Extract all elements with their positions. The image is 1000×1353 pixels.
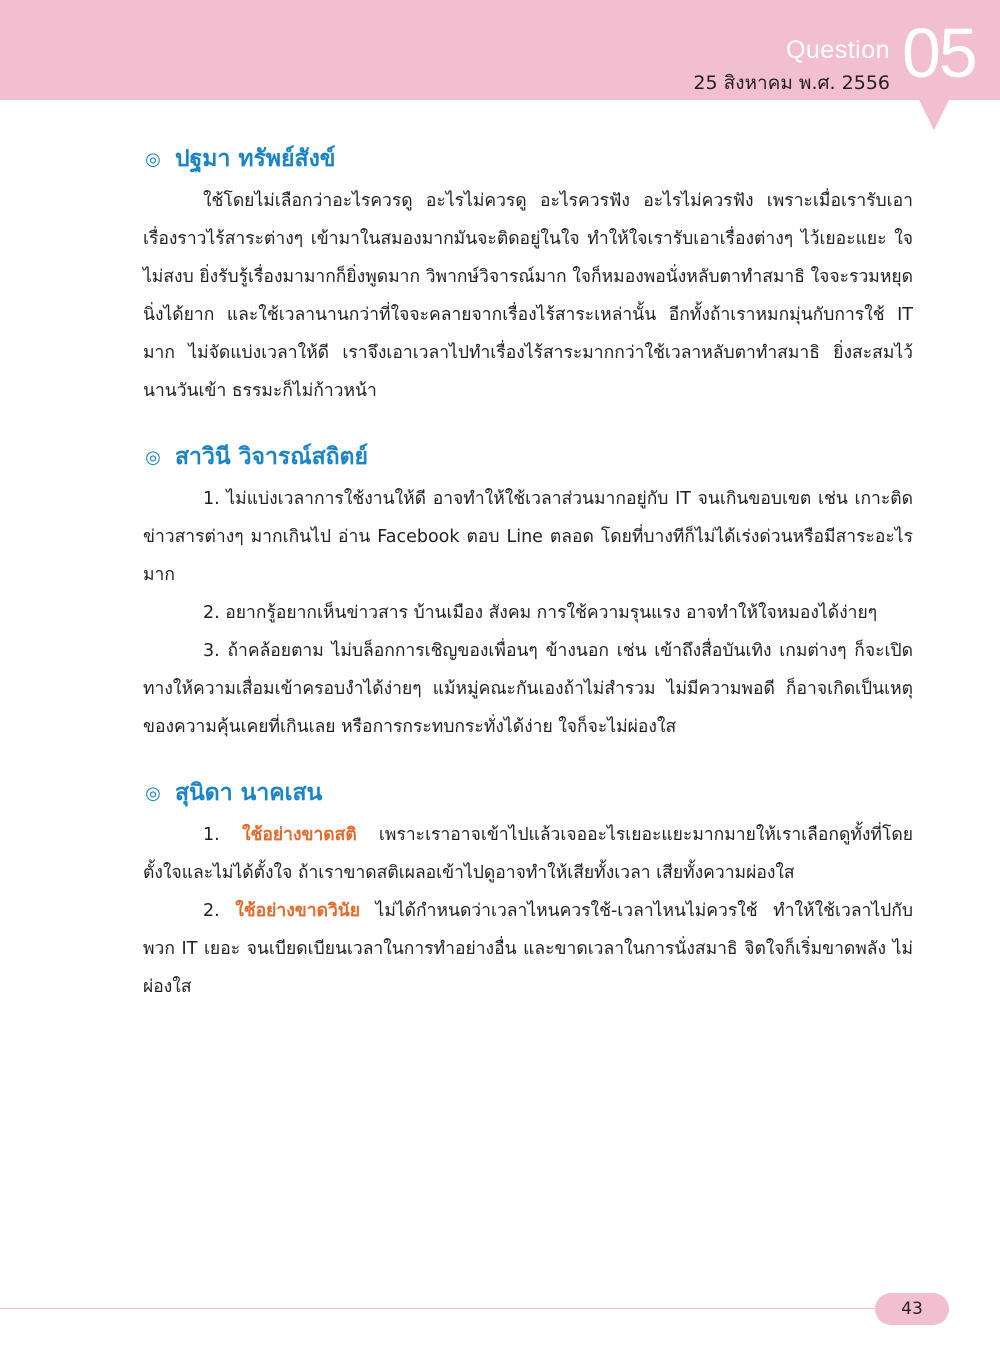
highlight-phrase: ใช้อย่างขาดวินัย bbox=[235, 901, 360, 921]
item-number: 2. bbox=[203, 901, 220, 921]
section-3 bbox=[143, 772, 913, 1006]
paragraph: 1. ไม่แบ่งเวลาการใช้งานให้ดี อาจทำให้ใช้เวลาส่วนมากอยู่กับ IT จนเกินขอบเขต เช่น เกาะติดข่าวสารต่างๆ มากเกินไป อ่าน Facebook ตอบ Line ตลอด โดยที่บางทีก็ไม่ได้เร่งด่วนหรือมีสาระอะไรมาก bbox=[143, 489, 913, 585]
footer-line bbox=[0, 1308, 880, 1309]
numbered-paragraph bbox=[143, 816, 913, 892]
item-number: 1. bbox=[203, 825, 220, 845]
question-label: Question bbox=[785, 36, 890, 64]
header-pointer bbox=[918, 98, 950, 130]
paragraph: 2. อยากรู้อยากเห็นข่าวสาร บ้านเมือง สังคม การใช้ความรุนแรง อาจทำให้ใจหมองได้ง่ายๆ bbox=[203, 603, 878, 623]
section-1 bbox=[143, 138, 913, 410]
main-content bbox=[143, 138, 913, 1032]
paragraph: ใช้โดยไม่เลือกว่าอะไรควรดู อะไรไม่ควรดู อะไรควรฟัง อะไรไม่ควรฟัง เพราะเมื่อเรารับเอาเรื่องราวไร้สาระต่างๆ เข้ามาในสมองมากมันจะติดอยู่ในใจ ทำให้ใจเรารับเอาเรื่องต่างๆ ไว้เยอะแยะ ใจไม่สงบ ยิ่งรับรู้เรื่องมามากก็ยิ่งพูดมาก วิพากษ์วิจารณ์มาก ใจก็หมองพอนั่งหลับตาทำสมาธิ ใจจะรวมหยุดนิ่งได้ยาก และใช้เวลานานกว่าที่ใจจะคลายจากเรื่องไร้สาระเหล่านั้น อีกทั้งถ้าเราหมกมุ่นกับการใช้ IT มาก ไม่จัดแบ่งเวลาให้ดี เราจึงเอาเวลาไปทำเรื่องไร้สาระมากกว่าใช้เวลาหลับตาทำสมาธิ ยิ่งสะสมไว้นานวันเข้า ธรรมะก็ไม่ก้าวหน้า bbox=[143, 191, 913, 401]
item-text: ไม่ได้กำหนดว่าเวลาไหนควรใช้-เวลาไหนไม่ควรใช้ ทำให้ใช้เวลาไปกับพวก IT เยอะ จนเบียดเบียนเวลาในการทำอย่างอื่น และขาดเวลาในการนั่งสมาธิ จิตใจก็เริ่มขาดพลัง ไม่ผ่องใส bbox=[143, 901, 913, 997]
question-number: 05 bbox=[902, 14, 976, 92]
bullet-icon: ◎ bbox=[145, 446, 161, 468]
author-name: สุนิดา นาคเสน bbox=[175, 780, 323, 806]
section-heading bbox=[143, 436, 913, 478]
question-date: 25 สิงหาคม พ.ศ. 2556 bbox=[693, 72, 890, 94]
author-name: สาวินี วิจารณ์สถิตย์ bbox=[175, 444, 368, 470]
author-name: ปฐมา ทรัพย์สังข์ bbox=[175, 146, 336, 172]
section-heading bbox=[143, 772, 913, 814]
bullet-icon: ◎ bbox=[145, 148, 161, 170]
paragraph: 3. ถ้าคล้อยตาม ไม่บล็อกการเชิญของเพื่อนๆ ข้างนอก เช่น เข้าถึงสื่อบันเทิง เกมต่างๆ ก็จะเปิดทางให้ความเสื่อมเข้าครอบงำได้ง่ายๆ แม้หมู่คณะกันเองถ้าไม่สำรวม ไม่มีความพอดี ก็อาจเกิดเป็นเหตุของความคุ้นเคยที่เกินเลย หรือการกระทบกระทั่งได้ง่าย ใจก็จะไม่ผ่องใส bbox=[143, 641, 913, 737]
item-text: เพราะเราอาจเข้าไปแล้วเจออะไรเยอะแยะมากมายให้เราเลือกดูทั้งที่โดยตั้งใจและไม่ได้ตั้งใจ ถ้าเราขาดสติเผลอเข้าไปดูอาจทำให้เสียทั้งเวลา เสียทั้งความผ่องใส bbox=[143, 825, 913, 883]
bullet-icon: ◎ bbox=[145, 782, 161, 804]
highlight-phrase: ใช้อย่างขาดสติ bbox=[241, 825, 357, 845]
section-2 bbox=[143, 436, 913, 746]
page-number: 43 bbox=[875, 1293, 949, 1325]
numbered-paragraph bbox=[143, 892, 913, 1006]
section-heading bbox=[143, 138, 913, 180]
